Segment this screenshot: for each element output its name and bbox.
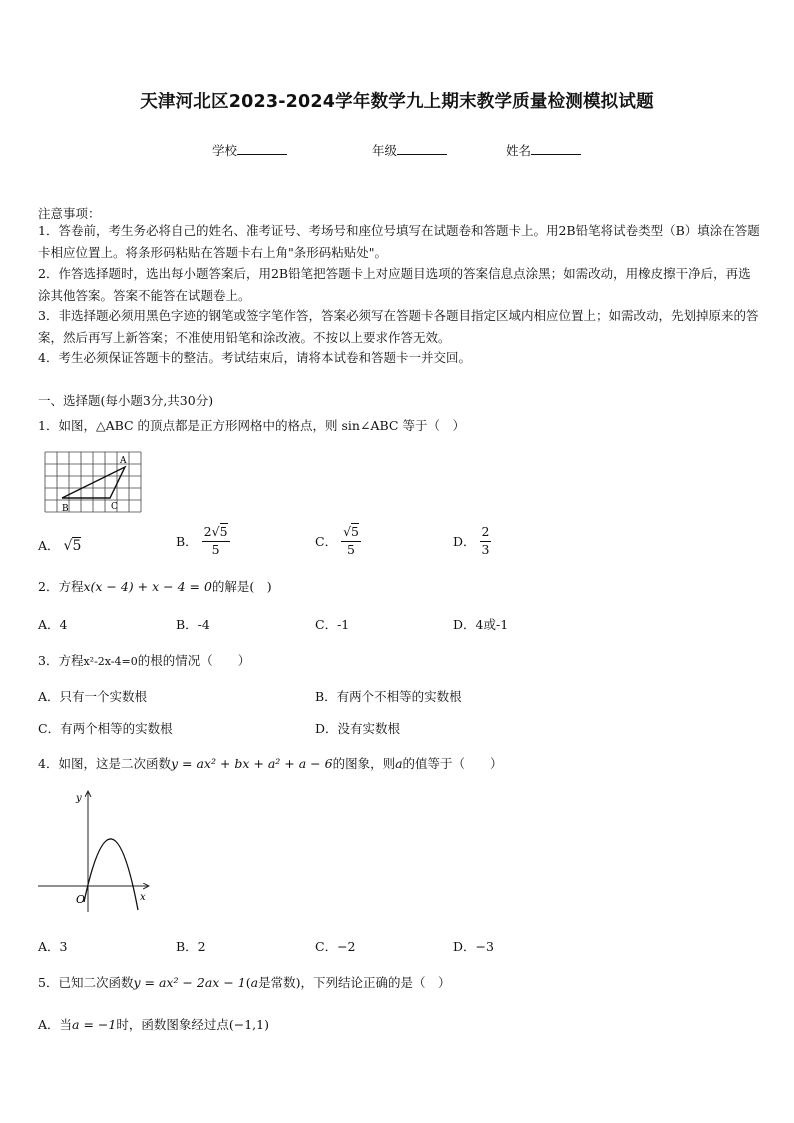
school-field[interactable] xyxy=(212,141,287,159)
q3-equation: x²-2x-4=0 xyxy=(83,655,138,668)
q4-option-d[interactable]: D．−3 xyxy=(453,939,494,954)
q4-option-b[interactable]: B．2 xyxy=(176,939,206,954)
grade-blank[interactable] xyxy=(397,142,447,155)
y-axis-label: y xyxy=(76,793,82,804)
note-item-3: 3．非选择题必须用黑色字迹的钢笔或签字笔作答，答案必须写在答题卡各题目指定区域内相应位置上；如需改动，先划掉原来的答案，然后再写上新答案；不准使用铅笔和涂改液。不按以上要求作答无效。 xyxy=(38,308,759,345)
q1-grid-figure xyxy=(44,450,144,516)
q3-option-c[interactable]: C．有两个相等的实数根 xyxy=(38,721,173,736)
q2-option-a[interactable]: A．4 xyxy=(38,617,68,632)
name-field[interactable] xyxy=(506,141,581,159)
note-item-4: 4．考生必须保证答题卡的整洁。考试结束后，请将本试卷和答题卡一并交回。 xyxy=(38,350,471,365)
q2-option-d[interactable]: D．4或-1 xyxy=(453,617,509,632)
q3-option-b[interactable]: B．有两个不相等的实数根 xyxy=(315,689,462,704)
q3-option-d[interactable]: D．没有实数根 xyxy=(315,721,401,736)
q2-option-b[interactable]: B．-4 xyxy=(176,617,210,632)
q2-stem: 2．方程x(x − 4) + x − 4 = 0的解是( ) xyxy=(38,579,272,594)
q1-option-c[interactable]: C． $\frac{√5}{5}$ xyxy=(315,524,359,557)
q1-option-a[interactable]: A． √5 xyxy=(38,538,82,554)
label-c: C xyxy=(111,502,118,512)
q4-parabola-graph xyxy=(36,788,156,914)
q2-option-c[interactable]: C．-1 xyxy=(315,617,350,632)
q1-option-b[interactable]: B． $\frac{2√5}{5}$ xyxy=(176,524,228,557)
school-blank[interactable] xyxy=(237,142,287,155)
label-b: B xyxy=(62,504,69,514)
label-a: A xyxy=(120,456,127,466)
q5-stem: 5．已知二次函数y = ax² − 2ax − 1(a是常数)，下列结论正确的是（ ） xyxy=(38,975,451,990)
x-axis-label: x xyxy=(140,892,146,903)
grade-field[interactable] xyxy=(372,141,447,159)
q1-stem: 1．如图，△ABC 的顶点都是正方形网格中的格点，则 sin∠ABC 等于（ ） xyxy=(38,418,465,433)
name-blank[interactable] xyxy=(531,142,581,155)
q1-option-d[interactable]: D． $\frac{2}{3}$ xyxy=(453,524,490,557)
note-item-2: 2．作答选择题时，选出每小题答案后，用2B铅笔把答题卡上对应题目选项的答案信息点涂黑；如需改动，用橡皮擦干净后，再选涂其他答案。答案不能答在试题卷上。 xyxy=(38,266,751,303)
origin-label: O xyxy=(76,893,86,906)
q4-stem: 4．如图，这是二次函数y = ax² + bx + a² + a − 6的图象，则a的值等于（ ） xyxy=(38,756,503,771)
q3-stem: 3．方程x²-2x-4=0的根的情况（ ） xyxy=(38,653,251,668)
section-heading: 一、选择题(每小题3分,共30分) xyxy=(38,393,214,408)
name-label: 姓名 xyxy=(506,143,532,158)
school-label: 学校 xyxy=(212,143,238,158)
q5-equation: y = ax² − 2ax − 1 xyxy=(133,975,246,990)
q2-equation: x(x − 4) + x − 4 = 0 xyxy=(83,579,212,594)
page-title: 天津河北区2023-2024学年数学九上期末教学质量检测模拟试题 xyxy=(140,92,654,112)
note-item-1: 1．答卷前，考生务必将自己的姓名、准考证号、考场号和座位号填写在试题卷和答题卡上。用2B铅笔将试卷类型（B）填涂在答题卡相应位置上。将条形码粘贴在答题卡右上角"条形码粘贴处"。 xyxy=(38,223,760,260)
grade-label: 年级 xyxy=(372,143,398,158)
notes-heading: 注意事项： xyxy=(38,206,101,221)
q5-option-a[interactable]: A．当a = −1时，函数图象经过点(−1,1) xyxy=(38,1017,269,1032)
q3-option-a[interactable]: A．只有一个实数根 xyxy=(38,689,148,704)
triangle-abc xyxy=(62,467,125,498)
parabola-curve xyxy=(84,839,138,910)
q4-option-a[interactable]: A．3 xyxy=(38,939,68,954)
q4-option-c[interactable]: C．−2 xyxy=(315,939,356,954)
q4-equation: y = ax² + bx + a² + a − 6 xyxy=(170,756,333,771)
